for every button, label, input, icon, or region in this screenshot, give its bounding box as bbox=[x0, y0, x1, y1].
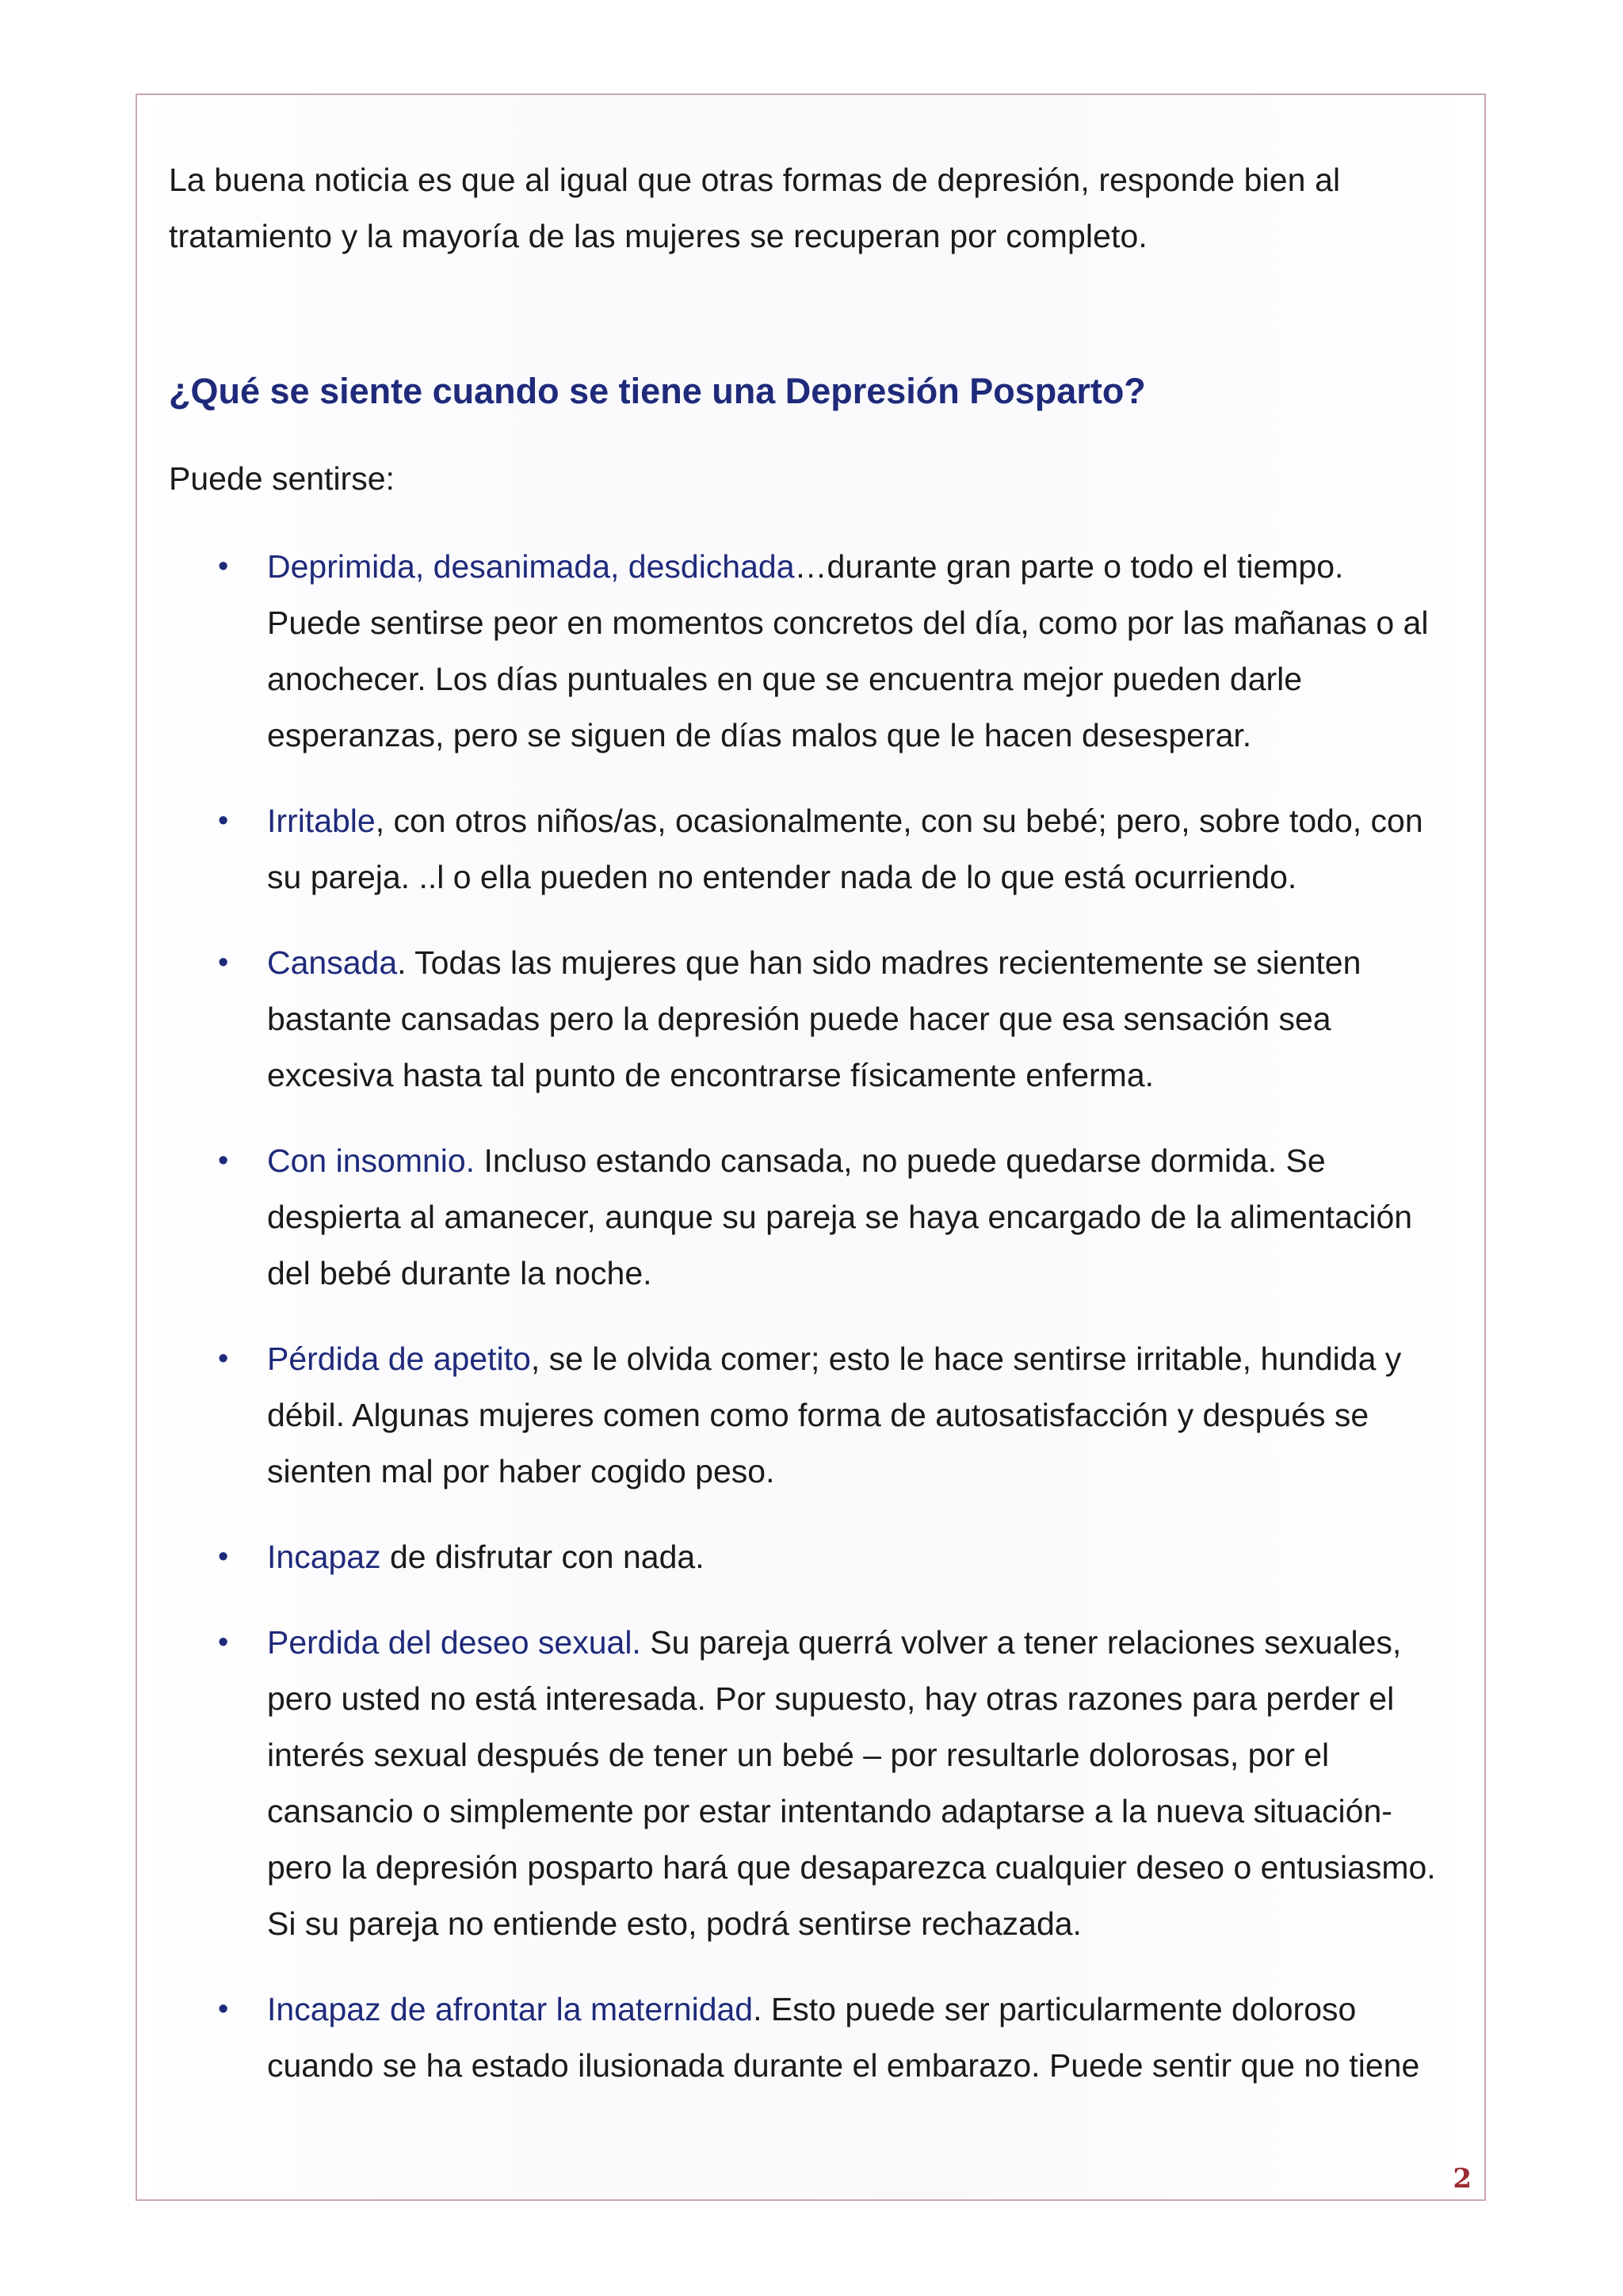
page-number: 2 bbox=[1453, 2163, 1472, 2195]
symptom-keyword: Con insomnio. bbox=[267, 1142, 475, 1179]
page-frame bbox=[136, 93, 1486, 2201]
symptom-list bbox=[169, 539, 1468, 2094]
symptom-text: , se le olvida comer; esto le hace sentirse irritable, hundida y débil. Algunas mujeres comen como forma de autosatisfacción y después se sienten mal por haber cogido peso. bbox=[267, 1341, 1402, 1489]
page-content bbox=[169, 152, 1468, 2123]
bullet-icon: • bbox=[218, 1144, 229, 1177]
lead-text: Puede sentirse: bbox=[169, 460, 395, 497]
symptom-item-cansada bbox=[169, 935, 1440, 1104]
symptom-text: . Esto puede ser particularmente doloroso cuando se ha estado ilusionada durante el embarazo. Puede sentir que no tiene bbox=[267, 1991, 1420, 2084]
symptom-keyword: Cansada bbox=[267, 944, 398, 981]
bullet-icon: • bbox=[218, 946, 229, 979]
bullet-icon: • bbox=[218, 1540, 229, 1573]
bullet-icon: • bbox=[218, 804, 229, 837]
bullet-icon: • bbox=[218, 1993, 229, 2026]
section-title: ¿Qué se siente cuando se tiene una Depresión Posparto? bbox=[169, 371, 1146, 411]
symptom-item-incapaz-disfrutar bbox=[169, 1529, 1440, 1585]
symptom-keyword: Irritable bbox=[267, 803, 376, 839]
symptom-item-maternidad bbox=[169, 1981, 1440, 2094]
symptom-text: Su pareja querrá volver a tener relaciones sexuales, pero usted no está interesada. Por supuesto, hay otras razones para perder el interés sexual después de tener un bebé – por resultarle dolorosas, por el cansancio o simplemente por estar intentando adaptarse a la nueva situación- pero la depresión posparto hará que desaparezca cualquier deseo o entusiasmo. Si su pareja no entiende esto, podrá sentirse rechazada. bbox=[267, 1624, 1436, 1942]
symptom-keyword: Perdida del deseo sexual. bbox=[267, 1624, 641, 1661]
symptom-keyword: Incapaz bbox=[267, 1539, 381, 1575]
symptom-text: …durante gran parte o todo el tiempo. Puede sentirse peor en momentos concretos del día, como por las mañanas o al anochecer. Los días puntuales en que se encuentra mejor pueden darle esperanzas, pero se siguen de días malos que le hacen desesperar. bbox=[267, 548, 1429, 753]
symptom-item-deseo-sexual bbox=[169, 1615, 1440, 1952]
symptom-item-irritable bbox=[169, 793, 1440, 906]
symptom-text: Incluso estando cansada, no puede quedarse dormida. Se despierta al amanecer, aunque su pareja se haya encargado de la alimentación del bebé durante la noche. bbox=[267, 1142, 1413, 1291]
bullet-icon: • bbox=[218, 550, 229, 583]
symptom-item-apetito bbox=[169, 1331, 1440, 1500]
symptom-text: de disfrutar con nada. bbox=[380, 1539, 705, 1575]
bullet-icon: • bbox=[218, 1342, 229, 1375]
symptom-text: , con otros niños/as, ocasionalmente, con su bebé; pero, sobre todo, con su pareja. ..l o ella pueden no entender nada de lo que está ocurriendo. bbox=[267, 803, 1423, 895]
symptom-text: . Todas las mujeres que han sido madres recientemente se sienten bastante cansadas pero la depresión puede hacer que esa sensación sea excesiva hasta tal punto de encontrarse físicamente enferma. bbox=[267, 944, 1361, 1093]
symptom-item-insomnio bbox=[169, 1133, 1440, 1302]
bullet-icon: • bbox=[218, 1626, 229, 1659]
symptom-keyword: Incapaz de afrontar la maternidad bbox=[267, 1991, 754, 2027]
symptom-keyword: Deprimida, desanimada, desdichada bbox=[267, 548, 795, 585]
symptom-item-deprimida bbox=[169, 539, 1440, 764]
intro-paragraph: La buena noticia es que al igual que otras formas de depresión, responde bien al tratamiento y la mayoría de las mujeres se recuperan por completo. bbox=[169, 162, 1341, 254]
symptom-keyword: Pérdida de apetito bbox=[267, 1341, 531, 1377]
